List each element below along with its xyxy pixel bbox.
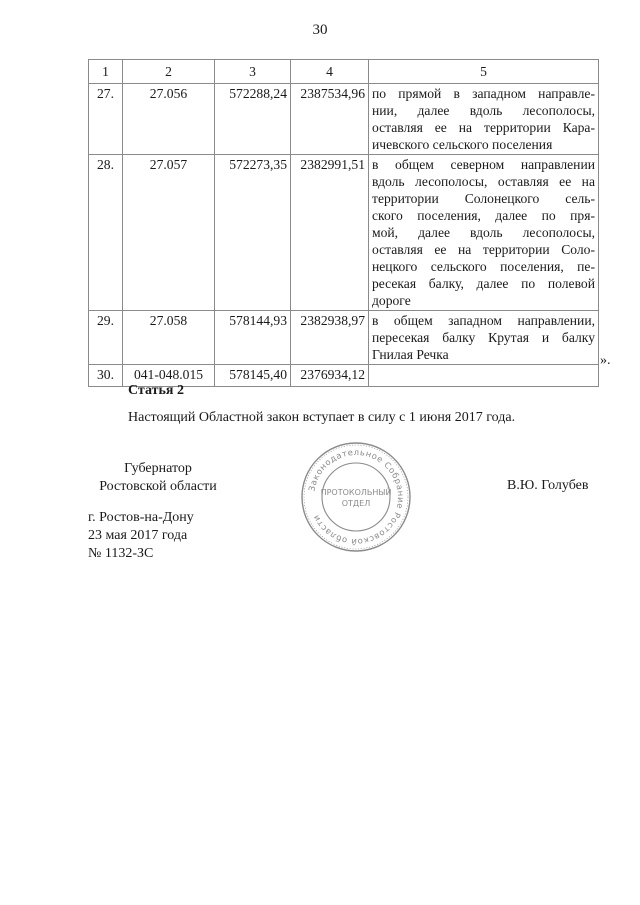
row-number: 27. (89, 84, 123, 155)
description-line: ресекая балку, далее по полевой (372, 276, 595, 291)
boundary-description (369, 84, 599, 155)
column-header: 4 (291, 60, 369, 84)
column-header: 1 (89, 60, 123, 84)
coordinate-x: 578145,40 (215, 365, 291, 387)
table-header-row (89, 60, 599, 84)
boundary-description (369, 155, 599, 311)
description-line: в общем северном направлении (372, 157, 595, 172)
law-number: № 1132-ЗС (88, 546, 154, 561)
seal-center-line: ПРОТОКОЛЬНЫЙ (320, 488, 392, 497)
column-header: 2 (123, 60, 215, 84)
signing-date: 23 мая 2017 года (88, 528, 188, 543)
column-header: 5 (369, 60, 599, 84)
article-text: Настоящий Областной закон вступает в силу с 1 июня 2017 года. (128, 410, 516, 425)
point-id: 27.057 (123, 155, 215, 311)
point-id: 041-048.015 (123, 365, 215, 387)
closing-quote: ». (600, 353, 611, 368)
article-heading: Статья 2 (128, 383, 184, 398)
boundary-table (88, 59, 599, 387)
seal-center-line: ОТДЕЛ (341, 499, 371, 508)
seal-inner-ring (322, 463, 390, 531)
row-number: 30. (89, 365, 123, 387)
description-line: мой, далее вдоль лесополосы, (372, 225, 595, 240)
description-line: нии, далее вдоль лесополосы, (372, 103, 595, 118)
description-line: оставляя ее на территории Соло- (372, 242, 595, 257)
description-line: дороге (372, 293, 411, 308)
column-header: 3 (215, 60, 291, 84)
seal-dotted-ring (304, 445, 408, 549)
description-line: вдоль лесополосы, оставляя ее на (372, 174, 595, 189)
table-row (89, 84, 599, 155)
city: г. Ростов-на-Дону (88, 510, 194, 525)
governor-title (88, 460, 228, 496)
description-line: по прямой в западном направле- (372, 86, 595, 101)
coordinate-y: 2382938,97 (291, 311, 369, 365)
row-number: 29. (89, 311, 123, 365)
row-number: 28. (89, 155, 123, 311)
description-line: ичевского сельского поселения (372, 137, 553, 152)
coordinate-y: 2382991,51 (291, 155, 369, 311)
coordinate-y: 2387534,96 (291, 84, 369, 155)
coordinate-x: 572273,35 (215, 155, 291, 311)
boundary-description (369, 311, 599, 365)
description-line: оставляя ее на территории Кара- (372, 120, 595, 135)
coordinate-y: 2376934,12 (291, 365, 369, 387)
description-line: нецкого сельского поселения, пе- (372, 259, 595, 274)
table-row (89, 311, 599, 365)
table-row (89, 155, 599, 311)
description-line: территории Солонецкого сель- (372, 191, 595, 206)
governor-title-line: Губернатор (124, 461, 192, 476)
point-id: 27.058 (123, 311, 215, 365)
point-id: 27.056 (123, 84, 215, 155)
coordinate-x: 572288,24 (215, 84, 291, 155)
governor-name: В.Ю. Голубев (507, 478, 589, 493)
description-line: Гнилая Речка (372, 347, 449, 362)
governor-title-line: Ростовской области (99, 479, 217, 494)
seal-outer-ring (302, 443, 410, 551)
description-line: пересекая балку Крутая и балку (372, 330, 595, 345)
page-number: 30 (312, 22, 328, 38)
place-date-block (88, 509, 194, 563)
description-line: ского поселения, далее по пря- (372, 208, 595, 223)
description-line: в общем западном направлении, (372, 313, 595, 328)
seal-ring-text: Законодательное Собрание Ростовской области (306, 446, 407, 548)
coordinate-x: 578144,93 (215, 311, 291, 365)
boundary-description-empty (369, 365, 599, 387)
seal-stamp (300, 441, 412, 553)
